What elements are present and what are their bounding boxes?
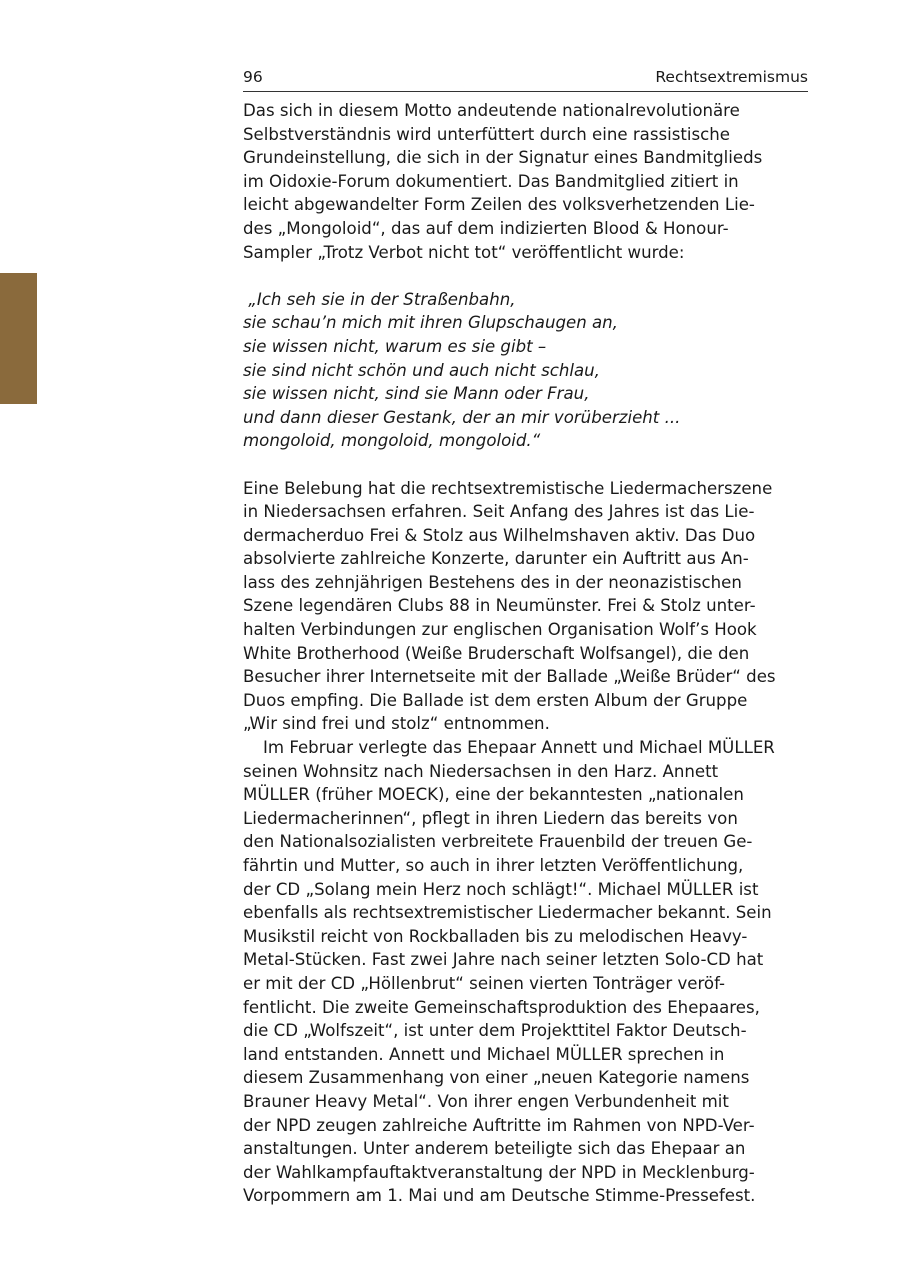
text-line: ebenfalls als rechtsextremistischer Liedermacher bekannt. Sein bbox=[243, 903, 772, 923]
text-line: dermacherduo Frei & Stolz aus Wilhelmshaven aktiv. Das Duo bbox=[243, 525, 756, 545]
text-line: der Wahlkampfauftaktveranstaltung der NPD in Mecklenburg- bbox=[243, 1162, 755, 1182]
text-line: anstaltungen. Unter anderem beteiligte sich das Ehepaar an bbox=[243, 1139, 746, 1159]
text-line: Eine Belebung hat die rechtsextremistische Liedermacherszene bbox=[243, 478, 773, 498]
text-line: halten Verbindungen zur englischen Organisation Wolf’s Hook bbox=[243, 620, 757, 640]
text-line: land entstanden. Annett und Michael MÜLLER sprechen in bbox=[243, 1044, 725, 1064]
running-header bbox=[243, 66, 808, 92]
text-line: Grundeinstellung, die sich in der Signatur eines Bandmitglieds bbox=[243, 148, 763, 168]
text-line: Selbstverständnis wird unterfüttert durch eine rassistische bbox=[243, 124, 730, 144]
text-line: den Nationalsozialisten verbreitete Frauenbild der treuen Ge- bbox=[243, 832, 753, 852]
text-line: Vorpommern am 1. Mai und am Deutsche Stimme-Pressefest. bbox=[243, 1186, 756, 1206]
text-line: Duos empfing. Die Ballade ist dem ersten Album der Gruppe bbox=[243, 690, 748, 710]
liedermacher-paragraph bbox=[243, 477, 808, 737]
page-body bbox=[243, 99, 808, 1208]
text-line: leicht abgewandelter Form Zeilen des volksverhetzenden Lie- bbox=[243, 195, 755, 215]
section-title: Rechtsextremismus bbox=[655, 68, 808, 86]
text-line: „Wir sind frei und stolz“ entnommen. bbox=[243, 714, 550, 734]
quote-line: und dann dieser Gestank, der an mir vorüberzieht ... bbox=[243, 407, 681, 427]
paragraph-gap bbox=[243, 453, 808, 477]
text-line: Das sich in diesem Motto andeutende nationalrevolutionäre bbox=[243, 101, 740, 120]
song-quote bbox=[243, 288, 808, 453]
quote-line: sie sind nicht schön und auch nicht schlau, bbox=[243, 360, 600, 380]
text-line: Sampler „Trotz Verbot nicht tot“ veröffentlicht wurde: bbox=[243, 242, 685, 262]
text-line: White Brotherhood (Weiße Bruderschaft Wolfsangel), die den bbox=[243, 643, 750, 663]
text-line: Metal-Stücken. Fast zwei Jahre nach seiner letzten Solo-CD hat bbox=[243, 950, 764, 970]
text-line: lass des zehnjährigen Bestehens des in der neonazistischen bbox=[243, 572, 742, 592]
quote-line: mongoloid, mongoloid, mongoloid.“ bbox=[243, 431, 541, 451]
intro-paragraph bbox=[243, 99, 808, 264]
text-line: Musikstil reicht von Rockballaden bis zu melodischen Heavy- bbox=[243, 926, 748, 946]
text-line: diesem Zusammenhang von einer „neuen Kategorie namens bbox=[243, 1068, 750, 1088]
text-line: absolvierte zahlreiche Konzerte, darunter ein Auftritt aus An- bbox=[243, 549, 749, 569]
text-line: Im Februar verlegte das Ehepaar Annett und Michael MÜLLER bbox=[263, 738, 775, 758]
text-line: die CD „Wolfszeit“, ist unter dem Projekttitel Faktor Deutsch- bbox=[243, 1021, 747, 1041]
quote-line: sie schau’n mich mit ihren Glupschaugen an, bbox=[243, 313, 618, 333]
text-line: Brauner Heavy Metal“. Von ihrer engen Verbundenheit mit bbox=[243, 1091, 729, 1111]
text-line: Szene legendären Clubs 88 in Neumünster. Frei & Stolz unter- bbox=[243, 596, 756, 616]
quote-line: sie wissen nicht, warum es sie gibt – bbox=[243, 336, 547, 356]
text-line: seinen Wohnsitz nach Niedersachsen in den Harz. Annett bbox=[243, 761, 719, 781]
text-line: MÜLLER (früher MOECK), eine der bekanntesten „nationalen bbox=[243, 785, 744, 805]
chapter-color-tab bbox=[0, 273, 37, 404]
text-line: fentlicht. Die zweite Gemeinschaftsproduktion des Ehepaares, bbox=[243, 997, 760, 1017]
text-line: der NPD zeugen zahlreiche Auftritte im Rahmen von NPD-Ver- bbox=[243, 1115, 755, 1135]
quote-line: sie wissen nicht, sind sie Mann oder Frau, bbox=[243, 384, 590, 404]
text-line: Besucher ihrer Internetseite mit der Ballade „Weiße Brüder“ des bbox=[243, 667, 776, 687]
quote-line: „Ich seh sie in der Straßenbahn, bbox=[243, 289, 516, 309]
text-line: des „Mongoloid“, das auf dem indizierten Blood & Honour- bbox=[243, 218, 729, 238]
text-line: der CD „Solang mein Herz noch schlägt!“. Michael MÜLLER ist bbox=[243, 879, 759, 899]
text-line: in Niedersachsen erfahren. Seit Anfang des Jahres ist das Lie- bbox=[243, 502, 755, 522]
text-line: Liedermacherinnen“, pflegt in ihren Liedern das bereits von bbox=[243, 808, 738, 828]
paragraph-gap bbox=[243, 264, 808, 288]
text-line: im Oidoxie-Forum dokumentiert. Das Bandmitglied zitiert in bbox=[243, 171, 739, 191]
page-number: 96 bbox=[243, 68, 263, 86]
mueller-paragraph bbox=[243, 736, 808, 1208]
text-line: er mit der CD „Höllenbrut“ seinen vierten Tonträger veröf- bbox=[243, 973, 726, 993]
text-line: fährtin und Mutter, so auch in ihrer letzten Veröffentlichung, bbox=[243, 856, 744, 875]
